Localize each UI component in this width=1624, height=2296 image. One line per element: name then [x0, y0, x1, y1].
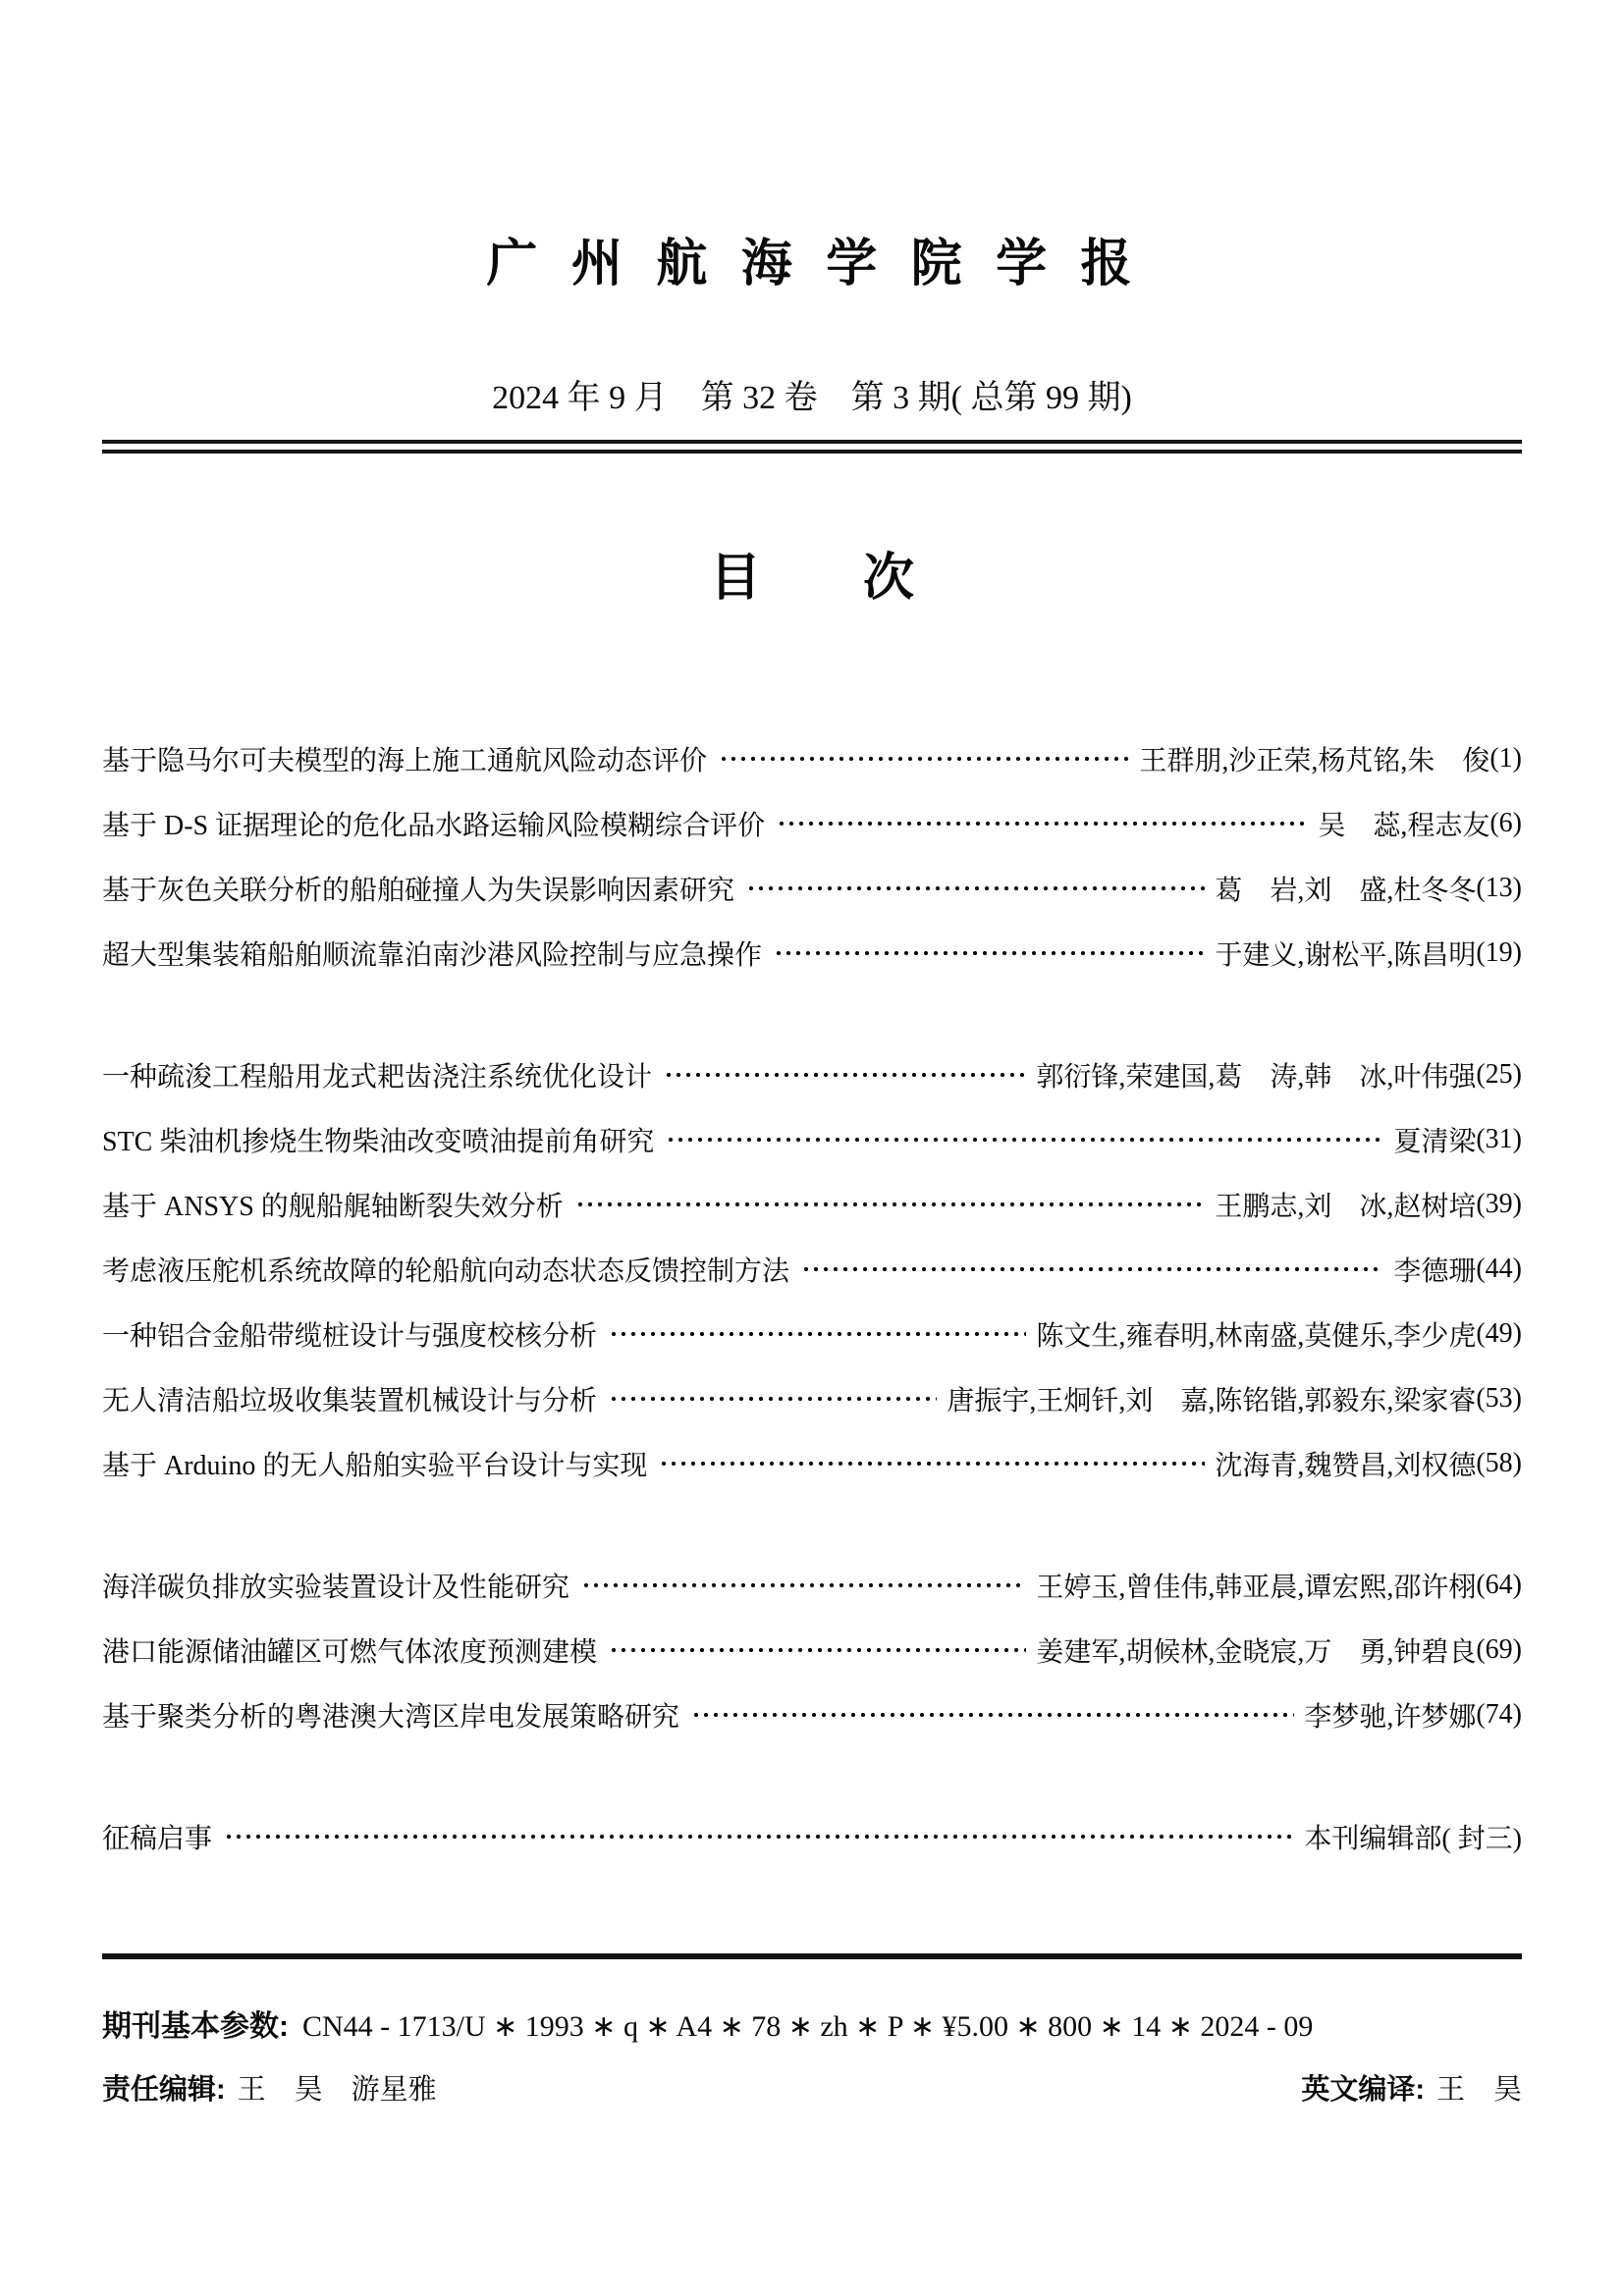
toc-entry [102, 1682, 1522, 1747]
toc-entry-page: (58) [1476, 1448, 1522, 1478]
toc-group-1 [102, 726, 1522, 986]
toc-entry [102, 1042, 1522, 1107]
toc-entry-page: (13) [1476, 873, 1522, 903]
english-translator [1301, 2071, 1522, 2109]
toc-entry-authors: 陈文生,雍春明,林南盛,莫健乐,李少虎 [1036, 1321, 1477, 1352]
toc-entry-page: (64) [1476, 1570, 1522, 1600]
toc-entry-authors: 唐振宇,王炯钎,刘 嘉,陈铭锴,郭毅东,梁家睿 [947, 1386, 1477, 1416]
toc-entry-authors: 李梦驰,许梦娜 [1304, 1702, 1477, 1733]
toc-entry [102, 1302, 1522, 1366]
toc-entry-page: (1) [1489, 743, 1522, 774]
english-translator-label: 英文编译: [1301, 2074, 1425, 2106]
toc-entry-title: 无人清洁船垃圾收集装置机械设计与分析 [102, 1386, 598, 1416]
toc-entry-title: 超大型集装箱船舶顺流靠泊南沙港风险控制与应急操作 [102, 940, 763, 971]
leader-dots [719, 754, 1129, 764]
toc-group-2 [102, 1042, 1522, 1496]
toc-entry-page: (39) [1476, 1189, 1522, 1219]
toc-entry-title: 基于隐马尔可夫模型的海上施工通航风险动态评价 [102, 746, 708, 776]
toc-entry [102, 1107, 1522, 1172]
toc-entry-title: 基于 D-S 证据理论的危化品水路运输风险模糊综合评价 [102, 811, 766, 841]
english-translator-value: 王 昊 [1435, 2074, 1522, 2106]
toc-entry [102, 1618, 1522, 1682]
responsible-editor [102, 2071, 437, 2109]
toc-entry-page: (53) [1476, 1383, 1522, 1414]
leader-dots [575, 1200, 1206, 1209]
contents-heading: 目 次 [709, 551, 914, 607]
toc-entry-title: 基于聚类分析的粤港澳大湾区岸电发展策略研究 [102, 1702, 680, 1733]
leader-dots [664, 1070, 1026, 1080]
toc-entry-title: 基于灰色关联分析的船舶碰撞人为失误影响因素研究 [102, 876, 735, 906]
footer-rule-divider [102, 1953, 1522, 1959]
toc-entry [102, 1172, 1522, 1237]
leader-dots [777, 819, 1308, 828]
toc-entry-authors: 葛 岩,刘 盛,杜冬冬 [1215, 876, 1477, 906]
toc-entry [102, 856, 1522, 921]
toc-entry [102, 726, 1522, 791]
toc-entry-title: 基于 ANSYS 的舰船艉轴断裂失效分析 [102, 1192, 564, 1222]
toc-entry [102, 1553, 1522, 1618]
journal-title: 广 州 航 海 学 院 学 报 [486, 236, 1138, 293]
toc-entry [102, 1431, 1522, 1496]
toc-entry-title: 一种铝合金船带缆桩设计与强度校核分析 [102, 1321, 598, 1352]
notice-page: ( 封三) [1441, 1824, 1522, 1854]
responsible-editor-value: 王 昊 游星雅 [237, 2074, 437, 2106]
toc-entry-page: (6) [1489, 808, 1522, 838]
toc-entry-page: (74) [1476, 1699, 1522, 1730]
leader-dots [746, 883, 1205, 893]
journal-params-label: 期刊基本参数: [102, 2010, 289, 2043]
toc-entry-title: 海洋碳负排放实验装置设计及性能研究 [102, 1573, 570, 1603]
toc-entry-title: STC 柴油机掺烧生物柴油改变喷油提前角研究 [102, 1127, 655, 1157]
responsible-editor-label: 责任编辑: [102, 2074, 226, 2106]
double-rule-divider [102, 440, 1522, 454]
toc-group-3 [102, 1553, 1522, 1747]
notice-entry [102, 1804, 1522, 1869]
editors-line [102, 2071, 1522, 2109]
toc-entry-authors: 郭衍锋,荣建国,葛 涛,韩 冰,叶伟强 [1036, 1062, 1477, 1093]
toc-entry-title: 基于 Arduino 的无人船舶实验平台设计与实现 [102, 1451, 648, 1481]
toc-entry-authors: 姜建军,胡候林,金晓宸,万 勇,钟碧良 [1036, 1637, 1477, 1668]
toc-entry [102, 1366, 1522, 1431]
toc-entry-authors: 沈海青,魏赞昌,刘权德 [1215, 1451, 1477, 1481]
leader-dots [581, 1580, 1026, 1590]
notice-authors: 本刊编辑部 [1304, 1824, 1442, 1854]
leader-dots [691, 1710, 1294, 1720]
toc-entry [102, 791, 1522, 856]
notice-title: 征稿启事 [102, 1824, 213, 1854]
leader-dots [774, 948, 1205, 958]
toc-entry-authors: 王婷玉,曾佳伟,韩亚晨,谭宏熙,邵许栩 [1036, 1573, 1477, 1603]
toc-entry-title: 考虑液压舵机系统故障的轮船航向动态状态反馈控制方法 [102, 1256, 790, 1287]
toc-entry-page: (19) [1476, 937, 1522, 968]
toc-entry-page: (49) [1476, 1318, 1522, 1349]
toc-entry-title: 港口能源储油罐区可燃气体浓度预测建模 [102, 1637, 598, 1668]
journal-params-line [102, 2008, 1522, 2046]
toc-entry [102, 1237, 1522, 1302]
toc-entry-authors: 李德珊 [1393, 1256, 1477, 1287]
toc-entry-page: (31) [1476, 1124, 1522, 1154]
leader-dots [609, 1394, 937, 1404]
leader-dots [224, 1832, 1294, 1842]
leader-dots [609, 1645, 1026, 1655]
toc-entry-authors: 夏清梁 [1393, 1127, 1477, 1157]
leader-dots [801, 1264, 1383, 1274]
table-of-contents [102, 726, 1522, 1869]
toc-entry-page: (69) [1476, 1634, 1522, 1665]
toc-entry-page: (44) [1476, 1254, 1522, 1284]
toc-entry-page: (25) [1476, 1059, 1522, 1090]
toc-entry-authors: 王群朋,沙正荣,杨芃铭,朱 俊 [1139, 746, 1490, 776]
leader-dots [609, 1329, 1026, 1339]
toc-entry-title: 一种疏浚工程船用龙式耙齿浇注系统优化设计 [102, 1062, 653, 1093]
toc-entry-authors: 王鹏志,刘 冰,赵树培 [1215, 1192, 1477, 1222]
toc-entry-authors: 于建义,谢松平,陈昌明 [1215, 940, 1477, 971]
leader-dots [666, 1135, 1383, 1145]
issue-line: 2024 年 9 月 第 32 卷 第 3 期( 总第 99 期) [492, 380, 1132, 416]
leader-dots [659, 1459, 1205, 1468]
toc-entry-authors: 吴 蕊,程志友 [1318, 811, 1490, 841]
journal-params-value: CN44 - 1713/U ∗ 1993 ∗ q ∗ A4 ∗ 78 ∗ zh ∗ P ∗ ¥5.00 ∗ 800 ∗ 14 ∗ 2024 - 09 [302, 2010, 1314, 2043]
toc-entry [102, 921, 1522, 986]
